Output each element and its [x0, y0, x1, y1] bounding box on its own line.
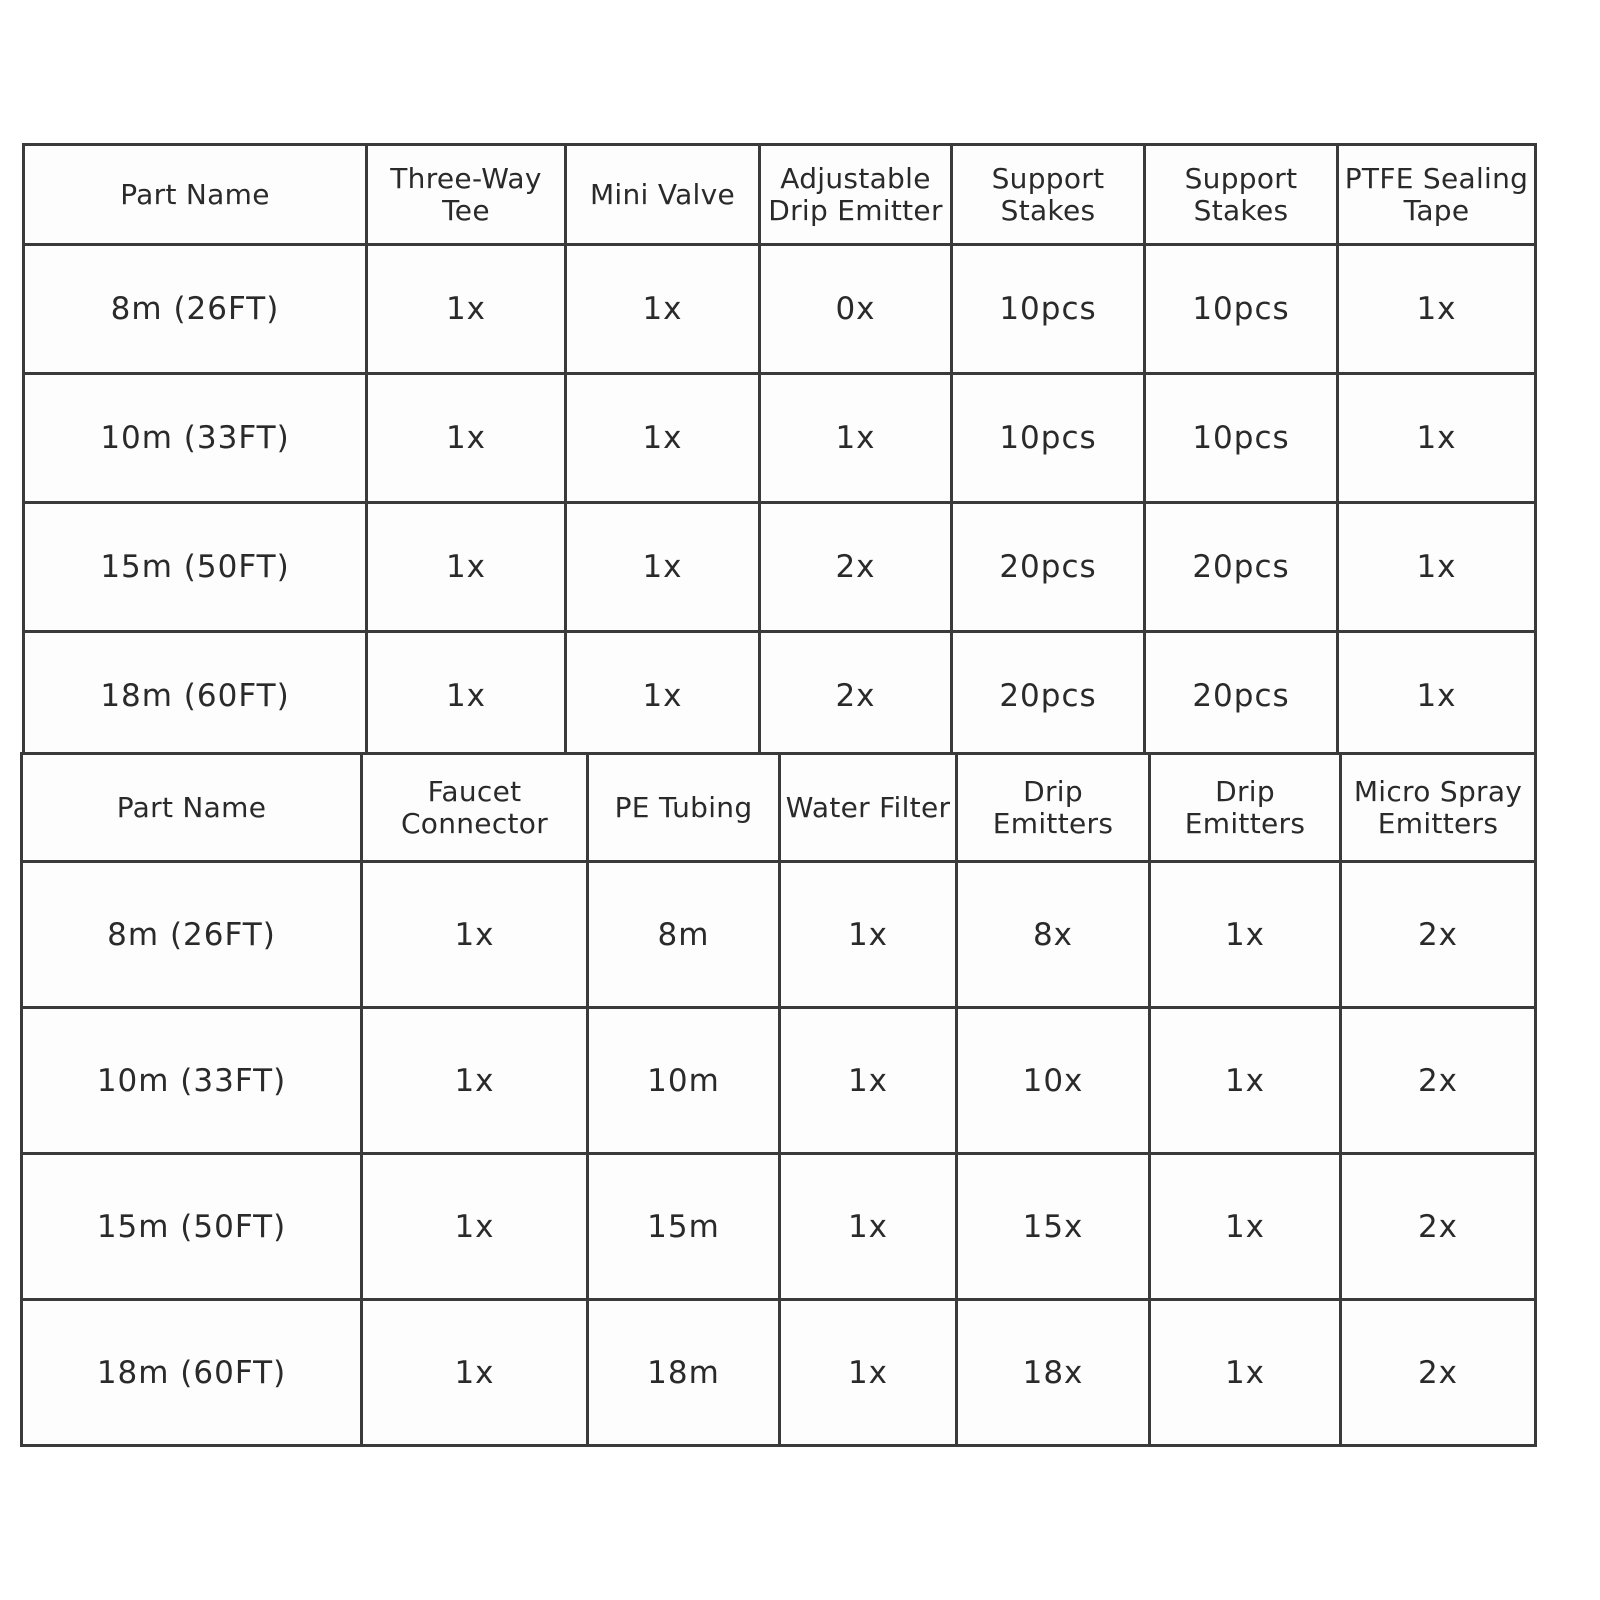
table-cell: 1x	[367, 632, 566, 761]
table-cell: 10pcs	[952, 245, 1145, 374]
table-cell: 20pcs	[952, 503, 1145, 632]
row-label: 10m (33FT)	[24, 374, 367, 503]
table-cell: 8x	[957, 862, 1150, 1008]
column-header: Support Stakes	[952, 145, 1145, 245]
table-cell: 2x	[1341, 862, 1536, 1008]
column-header: Micro Spray Emitters	[1341, 754, 1536, 862]
table-cell: 1x	[760, 374, 952, 503]
table-cell: 1x	[362, 1300, 588, 1446]
column-header: Part Name	[24, 145, 367, 245]
table-cell: 1x	[362, 1154, 588, 1300]
table-cell: 20pcs	[1145, 503, 1338, 632]
table-cell: 1x	[367, 245, 566, 374]
table-cell: 1x	[1338, 374, 1536, 503]
table-header-row	[24, 145, 1536, 245]
table-cell: 20pcs	[952, 632, 1145, 761]
table-cell: 18m	[588, 1300, 780, 1446]
table-cell: 1x	[1338, 632, 1536, 761]
table-cell: 1x	[367, 374, 566, 503]
table-cell: 1x	[1338, 245, 1536, 374]
table-row	[24, 245, 1536, 374]
table-cell: 1x	[566, 374, 760, 503]
table-cell: 2x	[760, 632, 952, 761]
table-cell: 2x	[1341, 1008, 1536, 1154]
table-cell: 10pcs	[1145, 374, 1338, 503]
row-label: 18m (60FT)	[22, 1300, 362, 1446]
table-cell: 10pcs	[952, 374, 1145, 503]
column-header: Mini Valve	[566, 145, 760, 245]
table-cell: 8m	[588, 862, 780, 1008]
row-label: 8m (26FT)	[24, 245, 367, 374]
row-label: 15m (50FT)	[24, 503, 367, 632]
table-cell: 18x	[957, 1300, 1150, 1446]
parts-table-top	[22, 143, 1537, 762]
table-header-row	[22, 754, 1536, 862]
table-row	[24, 374, 1536, 503]
column-header: Three-Way Tee	[367, 145, 566, 245]
table-cell: 20pcs	[1145, 632, 1338, 761]
table-cell: 1x	[1150, 1154, 1341, 1300]
column-header: Drip Emitters	[1150, 754, 1341, 862]
column-header: Drip Emitters	[957, 754, 1150, 862]
table-cell: 15x	[957, 1154, 1150, 1300]
row-label: 8m (26FT)	[22, 862, 362, 1008]
table-cell: 2x	[760, 503, 952, 632]
table-cell: 1x	[566, 245, 760, 374]
table-cell: 2x	[1341, 1300, 1536, 1446]
table-row	[24, 503, 1536, 632]
column-header: Part Name	[22, 754, 362, 862]
column-header: Support Stakes	[1145, 145, 1338, 245]
table-cell: 1x	[1150, 862, 1341, 1008]
table-row	[22, 862, 1536, 1008]
table-cell: 1x	[1338, 503, 1536, 632]
column-header: PE Tubing	[588, 754, 780, 862]
table-cell: 2x	[1341, 1154, 1536, 1300]
parts-table-bottom	[20, 752, 1537, 1447]
row-label: 18m (60FT)	[24, 632, 367, 761]
column-header: Water Filter	[780, 754, 957, 862]
table-cell: 1x	[780, 1008, 957, 1154]
table-cell: 1x	[1150, 1008, 1341, 1154]
column-header: Faucet Connector	[362, 754, 588, 862]
table-cell: 10pcs	[1145, 245, 1338, 374]
table-row	[22, 1008, 1536, 1154]
table-cell: 1x	[362, 1008, 588, 1154]
table-row	[22, 1300, 1536, 1446]
column-header: PTFE Sealing Tape	[1338, 145, 1536, 245]
table-cell: 1x	[780, 1154, 957, 1300]
table-cell: 1x	[362, 862, 588, 1008]
table-cell: 1x	[566, 503, 760, 632]
row-label: 15m (50FT)	[22, 1154, 362, 1300]
table-cell: 1x	[566, 632, 760, 761]
row-label: 10m (33FT)	[22, 1008, 362, 1154]
table-cell: 1x	[1150, 1300, 1341, 1446]
table-cell: 1x	[367, 503, 566, 632]
table-row	[24, 632, 1536, 761]
table-cell: 1x	[780, 1300, 957, 1446]
table-cell: 15m	[588, 1154, 780, 1300]
table-cell: 10x	[957, 1008, 1150, 1154]
table-row	[22, 1154, 1536, 1300]
table-cell: 0x	[760, 245, 952, 374]
table-cell: 10m	[588, 1008, 780, 1154]
column-header: Adjustable Drip Emitter	[760, 145, 952, 245]
table-cell: 1x	[780, 862, 957, 1008]
